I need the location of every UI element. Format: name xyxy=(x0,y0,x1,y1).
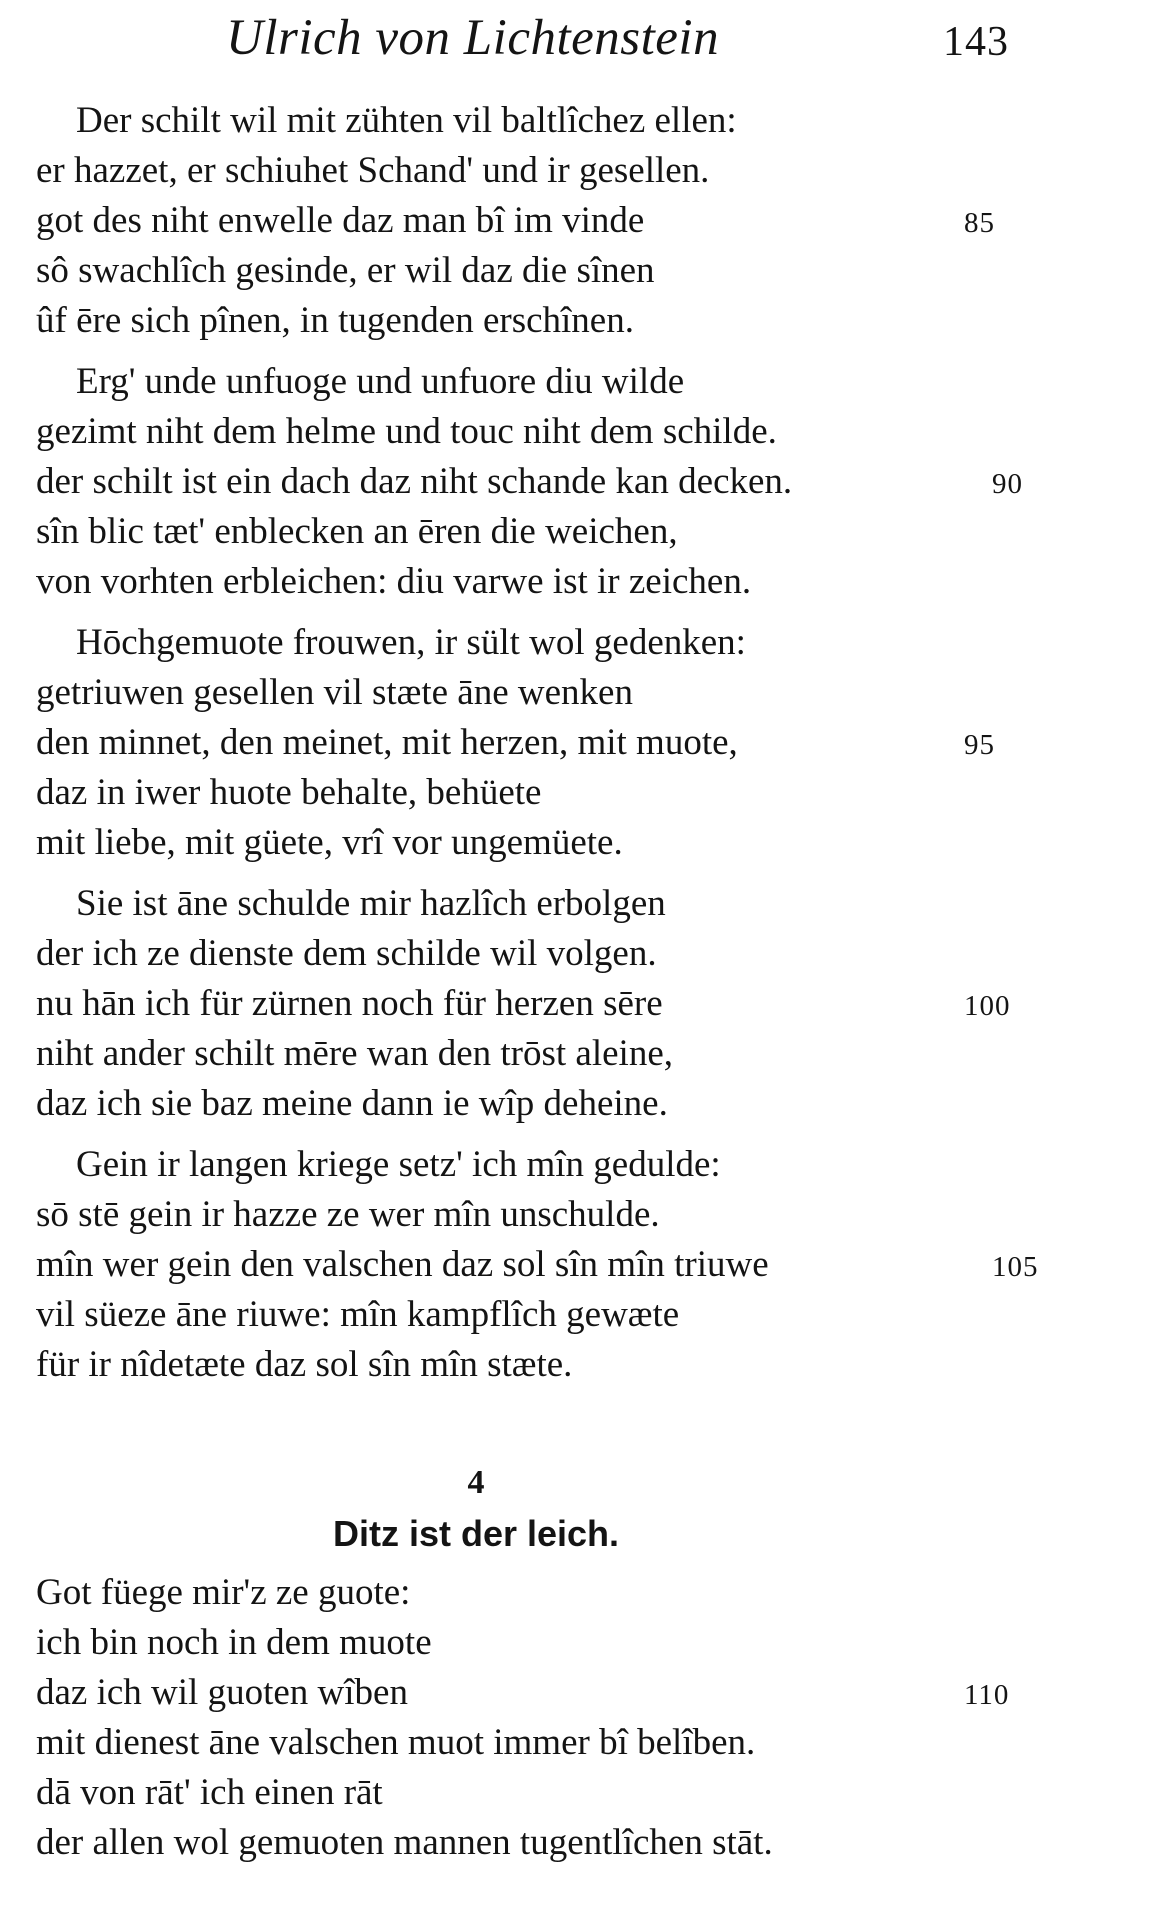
verse-line: daz ich wil guoten wîben 110 xyxy=(36,1668,996,1718)
verse-line: Erg' unde unfuoge und unfuore diu wilde xyxy=(76,361,685,402)
verse-line: von vorhten erbleichen: diu varwe ist ir zeichen. xyxy=(36,561,752,602)
verse-line: sō stē gein ir hazze ze wer mîn unschulde. xyxy=(36,1194,660,1235)
stanza xyxy=(36,618,1036,868)
line-number: 105 xyxy=(992,1251,1039,1283)
verse-line: gezimt niht dem helme und touc niht dem schilde. xyxy=(36,411,777,452)
running-head xyxy=(0,6,1156,70)
verse-line: ûf ēre sich pînen, in tugenden erschînen. xyxy=(36,300,634,341)
verse-line: nu hān ich für zürnen noch für herzen sēre 100 xyxy=(36,979,996,1029)
leich-verses xyxy=(36,1568,1036,1868)
verse-line: Hōchgemuote frouwen, ir sült wol gedenken: xyxy=(76,622,746,663)
verse-line: mit liebe, mit güete, vrî vor ungemüete. xyxy=(36,822,623,863)
line-number: 90 xyxy=(992,468,1023,500)
verse-line: daz in iwer huote behalte, behüete xyxy=(36,772,542,813)
verse-line: der ich ze dienste dem schilde wil volgen. xyxy=(36,933,657,974)
poem-body xyxy=(36,96,1039,1868)
line-number: 110 xyxy=(964,1679,1010,1711)
verse-line: Der schilt wil mit zühten vil baltlîchez ellen: xyxy=(76,100,737,141)
verse-line: daz ich sie baz meine dann ie wîp deheine. xyxy=(36,1083,668,1124)
verse-line: getriuwen gesellen vil stæte āne wenken xyxy=(36,672,633,713)
verse-line: der schilt ist ein dach daz niht schande kan decken. 90 xyxy=(36,457,996,507)
verse-line: ich bin noch in dem muote xyxy=(36,1622,432,1663)
verse-line: mit dienest āne valschen muot immer bî belîben. xyxy=(36,1722,756,1763)
verse-line: got des niht enwelle daz man bî im vinde 85 xyxy=(36,196,996,246)
verse-line: für ir nîdetæte daz sol sîn mîn stæte. xyxy=(36,1344,573,1385)
verse-line: den minnet, den meinet, mit herzen, mit muote, 95 xyxy=(36,718,996,768)
verse-line: vil süeze āne riuwe: mîn kampflîch gewæte xyxy=(36,1294,680,1335)
verse-line: niht ander schilt mēre wan den trōst aleine, xyxy=(36,1033,674,1074)
section-number: 4 xyxy=(467,1464,485,1501)
stanza xyxy=(36,96,1036,346)
stanza xyxy=(36,879,1036,1129)
stanza xyxy=(36,1140,1039,1390)
verse-line: mîn wer gein den valschen daz sol sîn mîn triuwe 105 xyxy=(36,1240,996,1290)
line-number: 85 xyxy=(964,207,995,239)
verse-line: der allen wol gemuoten mannen tugentlîchen stāt. xyxy=(36,1822,773,1863)
line-number: 100 xyxy=(964,990,1011,1022)
line-number: 95 xyxy=(964,729,995,761)
verse-line: sîn blic tæt' enblecken an ēren die weichen, xyxy=(36,511,678,552)
verse-line: Sie ist āne schulde mir hazlîch erbolgen xyxy=(76,883,666,924)
verse-line: dā von rāt' ich einen rāt xyxy=(36,1772,383,1813)
running-title: Ulrich von Lichtenstein xyxy=(226,10,720,66)
verse-line: sô swachlîch gesinde, er wil daz die sînen xyxy=(36,250,655,291)
section-title: Ditz ist der leich. xyxy=(332,1513,620,1554)
verse-line: er hazzet, er schiuhet Schand' und ir gesellen. xyxy=(36,150,710,191)
verse-line: Gein ir langen kriege setz' ich mîn gedulde: xyxy=(76,1144,721,1185)
verse-line: Got füege mir'z ze guote: xyxy=(36,1572,411,1613)
page-number: 143 xyxy=(943,19,1009,65)
stanza xyxy=(36,357,1036,607)
